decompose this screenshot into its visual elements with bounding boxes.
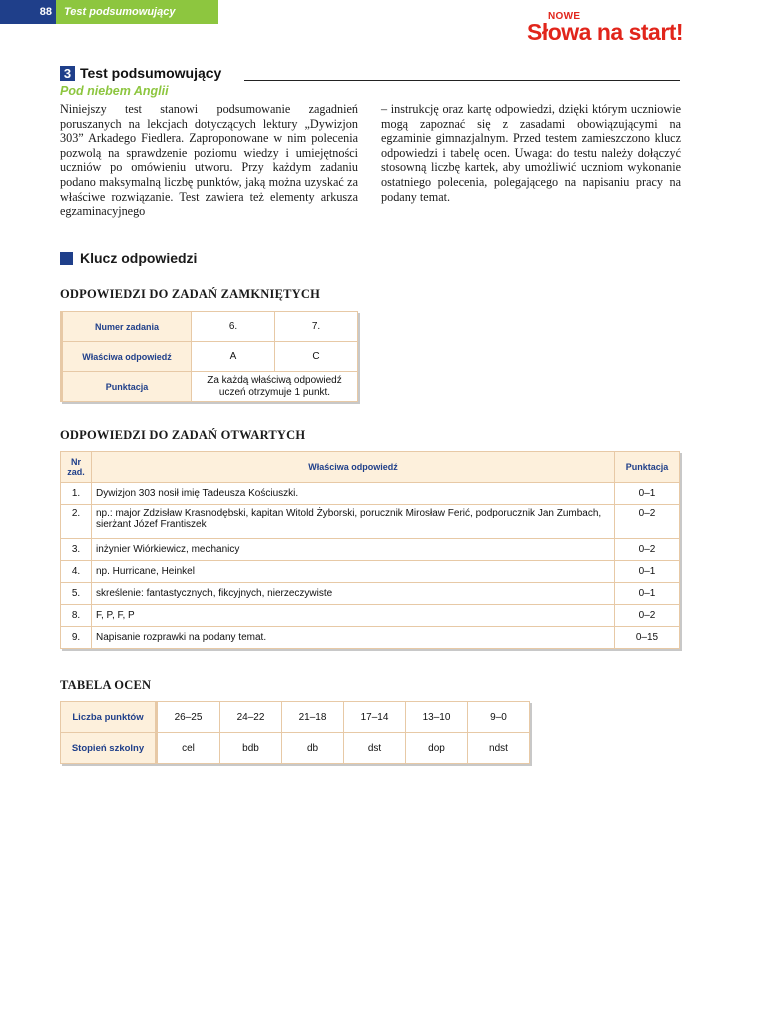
scoring-cell: Za każdą właściwą odpowiedź uczeń otrzymuje 1 punkt. <box>192 372 358 402</box>
brand-logo: Słowa na start! <box>527 19 684 45</box>
section-title: Test podsumowujący <box>80 65 222 81</box>
task-number: 9. <box>61 627 92 649</box>
row-label: Stopień szkolny <box>61 733 157 764</box>
task-number: 7. <box>275 312 358 342</box>
table-row <box>61 733 530 764</box>
grade-cell: db <box>282 733 344 764</box>
column-header: Właściwa odpowiedź <box>92 452 615 483</box>
table-row <box>62 372 358 402</box>
answer-cell: Dywizjon 303 nosił imię Tadeusza Kościuszki. <box>92 483 615 505</box>
table-row <box>61 561 680 583</box>
points-cell: 0–2 <box>615 539 680 561</box>
grades-table <box>60 701 530 764</box>
points-range: 24–22 <box>220 702 282 733</box>
points-cell: 0–2 <box>615 605 680 627</box>
task-number: 8. <box>61 605 92 627</box>
table-row <box>62 312 358 342</box>
running-title: Test podsumowujący <box>64 6 176 18</box>
table-row <box>61 539 680 561</box>
row-label: Punktacja <box>62 372 192 402</box>
table-row <box>62 342 358 372</box>
section-number: 3 <box>60 66 75 81</box>
intro-text-left: Niniejszy test stanowi podsumowanie zagadnień poruszanych na lekcjach dotyczących lektury „Dywizjon 303” Arkadego Fiedlera. Zaproponowane w nim polecenia pozwolą na sprawdzenie poziomu wiedzy i umiejętności uczniów po omówieniu utworu. Przy każdym zadaniu podano maksymalną liczbę punktów, jaką można uzyskać za właściwe rozwiązanie. Test zawiera też elementy arkusza egzaminacyjnego <box>60 102 358 219</box>
table-row <box>61 583 680 605</box>
points-cell: 0–1 <box>615 483 680 505</box>
table-header-row <box>61 452 680 483</box>
table-row <box>61 627 680 649</box>
answer-cell: F, P, F, P <box>92 605 615 627</box>
task-number: 4. <box>61 561 92 583</box>
closed-answers-table <box>60 311 358 402</box>
points-range: 13–10 <box>406 702 468 733</box>
points-cell: 0–1 <box>615 583 680 605</box>
task-number: 5. <box>61 583 92 605</box>
grade-cell: dst <box>344 733 406 764</box>
grade-cell: ndst <box>468 733 530 764</box>
open-answers-heading: ODPOWIEDZI DO ZADAŃ OTWARTYCH <box>60 428 306 442</box>
points-range: 26–25 <box>157 702 220 733</box>
task-number: 6. <box>192 312 275 342</box>
closed-answers-heading: ODPOWIEDZI DO ZADAŃ ZAMKNIĘTYCH <box>60 287 321 301</box>
task-number: 3. <box>61 539 92 561</box>
open-answers-table <box>60 451 680 649</box>
answer-cell: np.: major Zdzisław Krasnodębski, kapitan Witold Żyborski, porucznik Mirosław Ferić, podporucznik Jan Zumbach, sierżant Józef Frantiszek <box>92 505 615 539</box>
points-cell: 0–1 <box>615 561 680 583</box>
grade-cell: bdb <box>220 733 282 764</box>
grade-cell: dop <box>406 733 468 764</box>
answer-cell: np. Hurricane, Heinkel <box>92 561 615 583</box>
table-row <box>61 605 680 627</box>
row-label: Numer zadania <box>62 312 192 342</box>
row-label: Liczba punktów <box>61 702 157 733</box>
answer-cell: inżynier Wiórkiewicz, mechanicy <box>92 539 615 561</box>
task-number: 1. <box>61 483 92 505</box>
heading-square-icon <box>60 252 73 265</box>
task-number: 2. <box>61 505 92 539</box>
answer-cell: skreślenie: fantastycznych, fikcyjnych, nierzeczywiste <box>92 583 615 605</box>
section-subtitle: Pod niebem Anglii <box>60 84 169 98</box>
brand-prefix: NOWE <box>548 11 581 22</box>
column-header: Nr zad. <box>61 452 92 483</box>
section-rule <box>244 80 680 81</box>
intro-text-right: – instrukcję oraz kartę odpowiedzi, dzięki którym uczniowie mogą zapoznać się z zasadami obowiązującymi na egzaminie gimnazjalnym. Przed testem zamieszczono klucz odpowiedzi i tabelę ocen. Uwaga: do testu należy dołączyć stosowną liczbę kartek, aby umożliwić uczniom wykonanie ostatniego polecenia, polegającego na napisaniu pracy na podany temat. <box>381 102 681 204</box>
grades-heading: TABELA OCEN <box>60 678 152 692</box>
points-range: 9–0 <box>468 702 530 733</box>
answer-cell: Napisanie rozprawki na podany temat. <box>92 627 615 649</box>
answer-cell: A <box>192 342 275 372</box>
answer-key-heading: Klucz odpowiedzi <box>80 250 198 266</box>
points-range: 21–18 <box>282 702 344 733</box>
points-range: 17–14 <box>344 702 406 733</box>
page-number: 88 <box>0 0 56 24</box>
table-row <box>61 483 680 505</box>
points-cell: 0–15 <box>615 627 680 649</box>
row-label: Właściwa odpowiedź <box>62 342 192 372</box>
table-row <box>61 505 680 539</box>
points-cell: 0–2 <box>615 505 680 539</box>
answer-cell: C <box>275 342 358 372</box>
grade-cell: cel <box>157 733 220 764</box>
table-row <box>61 702 530 733</box>
column-header: Punktacja <box>615 452 680 483</box>
